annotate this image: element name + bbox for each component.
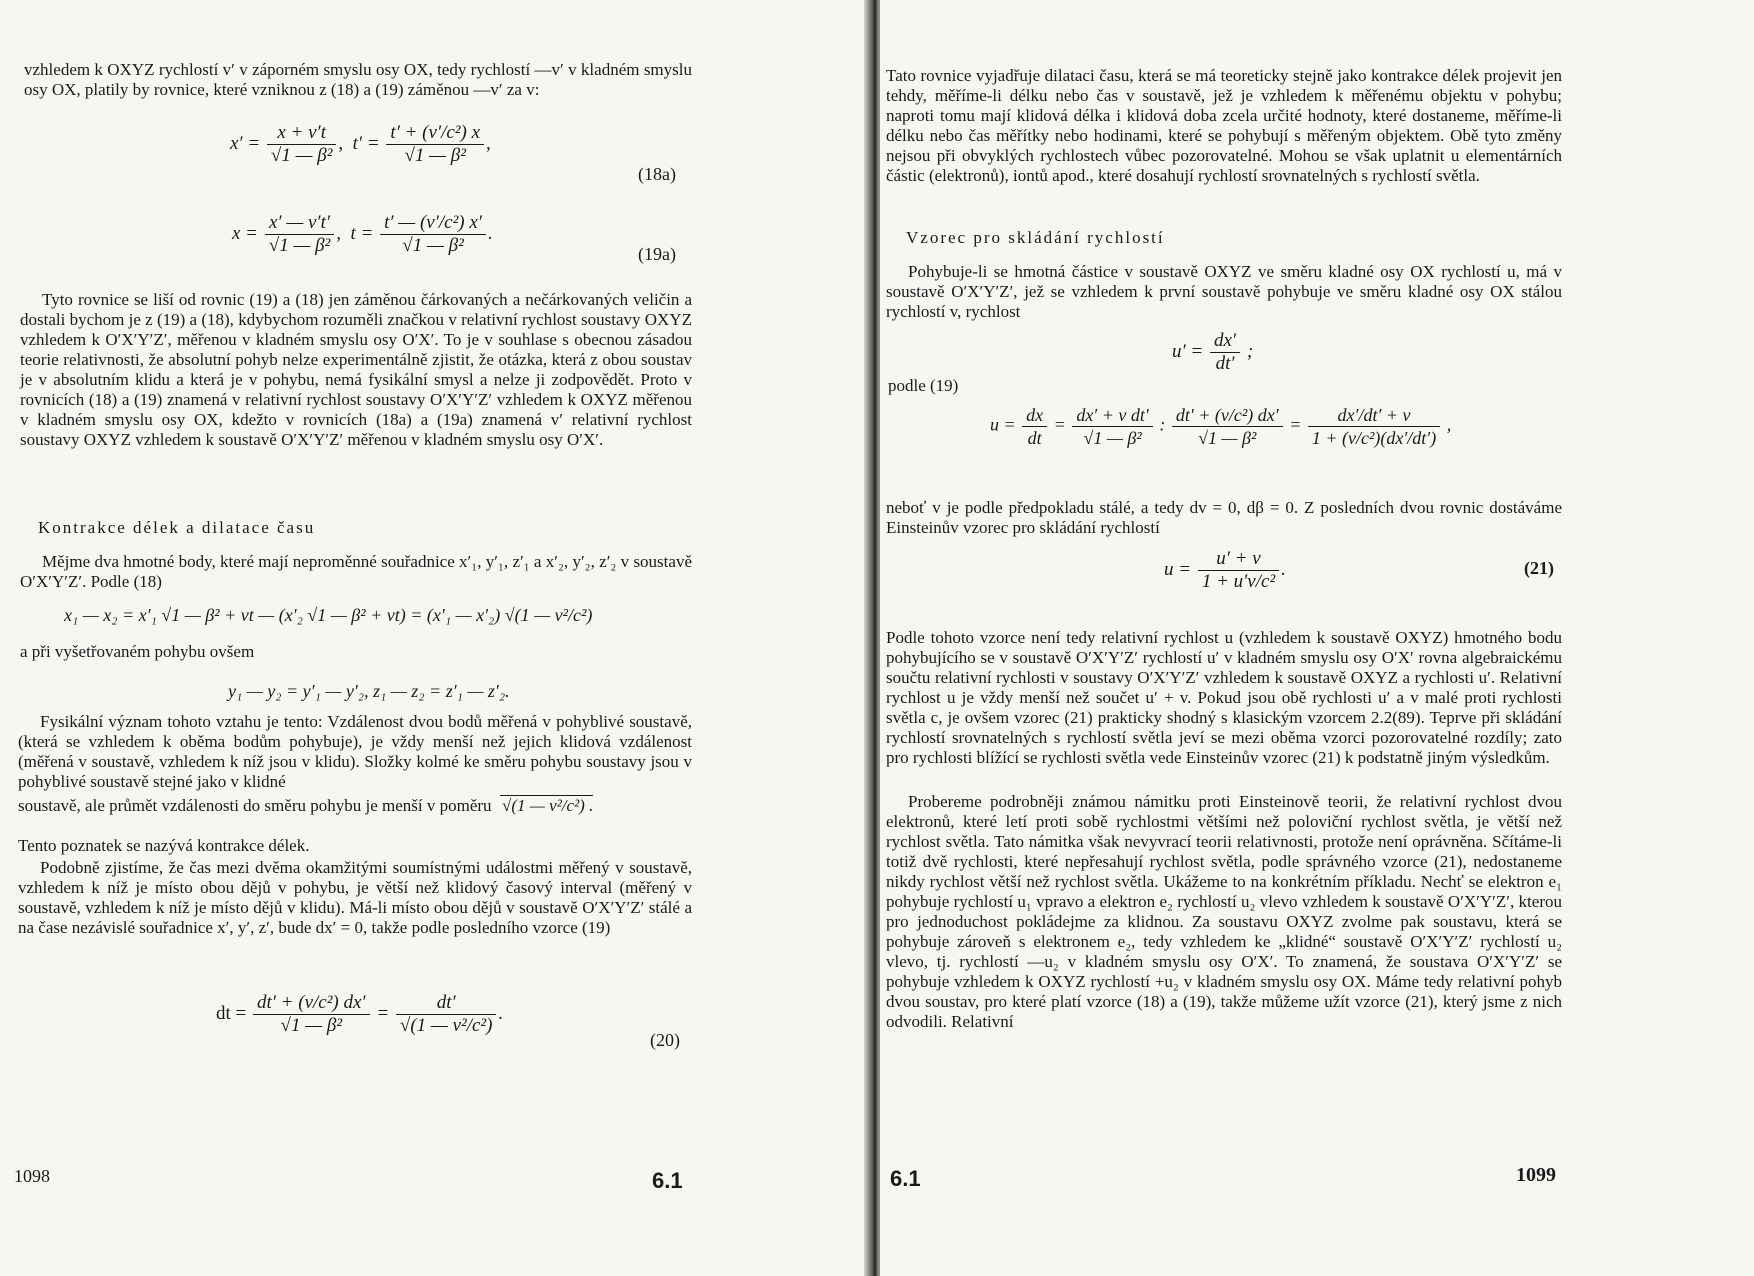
ratio-formula: √(1 — v²/c²) . xyxy=(502,796,594,815)
equation-18a: x′ = $\frac{x + v't}{\text{√1 — β²}}$ , t′ = $\frac{\text{t′ + (v′/c²) x}}{\text{√1 — β²}}$ , xyxy=(230,122,491,166)
paragraph-ratio: soustavě, ale průmět vzdálenosti do směru pohybu je menší v poměru √(1 — v²/c²) . xyxy=(18,796,594,815)
equation-label-18a: (18a) xyxy=(638,164,676,184)
equation-21: u = $\frac{u' + v}{\text{1 + u′v/c²}}$ . xyxy=(1164,548,1286,592)
paragraph-relative-velocity: Podle tohoto vzorce není tedy relativní rychlost u (vzhledem k soustavě OXYZ) hmotného bodu pohybujícího se v soustavě O′X′Y′Z′ rychlostí u′ v kladném smyslu osy O′X′ rovna algebraickému součtu relativní rychlosti v soustavy O′X′Y′Z′ vzhledem k soustavě OXYZ a rychlosti u′. Relativní rychlost u je vždy menší než součet u′ + v. Pokud jsou obě rychlosti u′ a v malé proti rychlosti světla c, je ovšem vzorec (21) prakticky shodný s klasickým vzorcem 2.2(89). Teprve při skládání rychlostí srovnatelných s rychlostí světla jeví se mezi oběma vzorci pozorovatelné rozdíly; zato pro rychlosti blížící se rychlosti světla vede Einsteinův vzorec (21) k podstatně jiným výsledkům. xyxy=(886,628,1562,767)
equation-label-20: (20) xyxy=(650,1030,680,1050)
paragraph-physical-meaning: Fysikální význam tohoto vztahu je tento: Vzdálenost dvou bodů měřená v pohyblivé soustavě, (která se vzhledem k oběma bodům pohybuje), je vždy menší než jejich klidová vzdálenost (měřená v soustavě, vzhledem k níž jsou v klidu). Složky kolmé ke směru pohybu soustavy jsou v pohyblivé soustavě stejné jako v klidné xyxy=(18,712,692,791)
paragraph-motion: a při vyšetřovaném pohybu ovšem xyxy=(20,642,255,661)
paragraph-einstein-formula: neboť v je podle předpokladu stálé, a tedy dv = 0, dβ = 0. Z posledních dvou rovnic dostáváme Einsteinův vzorec pro skládání rychlostí xyxy=(886,498,1562,537)
equation-yz: y₁ — y₂ = y′₁ — y′₂, z₁ — z₂ = z′₁ — z′₂. xyxy=(228,681,510,701)
equation-u-prime: u′ = $\frac{dx'}{dt'}$ ; xyxy=(1172,330,1254,374)
page-number-right: 1099 xyxy=(1516,1164,1556,1186)
chapter-marker-left: 6.1 xyxy=(652,1168,683,1193)
section-heading-contraction: Kontrakce délek a dilatace času xyxy=(38,518,316,537)
right-page xyxy=(880,0,1754,1276)
paragraph-time: Podobně zjistíme, že čas mezi dvěma okamžitými soumístnými událostmi měřený v soustavě, vzhledem k níž je místo obou dějů v pohybu, je větší než klidový časový interval (měřený v soustavě, vzhledem k níž je místo dějů v klidu). Má-li místo obou dějů v soustavě O′X′Y′Z′ stálé a na čase nezávislé souřadnice x′, y′, z′, bude dx′ = 0, takže podle posledního vzorce (19) xyxy=(18,858,692,937)
paragraph-relativity: Tyto rovnice se liší od rovnic (19) a (18) jen záměnou čárkovaných a nečárkovaných veličin a dostali bychom je z (19) a (18), kdybychom rozuměli značkou v relativní rychlost soustavy OXYZ vzhledem k O′X′Y′Z′, měřenou v kladném smyslu osy O′X′. To je v souhlase s obecnou zásadou teorie relativnosti, že absolutní pohyb nelze experimentálně zjistit, že otázka, která z obou soustav je v absolutním klidu a která je v pohybu, nemá fysikální smysl a nelze ji zodpovědět. Proto v rovnicích (18) a (19) znamená v relativní rychlost soustavy O′X′Y′Z′ vzhledem k OXYZ měřenou v kladném smyslu osy OX, kdežto v rovnicích (18a) a (19a) znamená v′ relativní rychlost soustavy OXYZ vzhledem k soustavě O′X′Y′Z′ měřenou v kladném smyslu osy O′X′. xyxy=(20,290,692,449)
section-heading-velocity: Vzorec pro skládání rychlostí xyxy=(906,228,1165,247)
left-page xyxy=(0,0,868,1276)
equation-label-19a: (19a) xyxy=(638,244,676,264)
equation-u: u = $\frac{dx}{dt}$ = $\frac{\text{dx′ + v dt′}}{\text{√1 — β²}}$ : $\frac{\text{dt′ + (v/c²) dx′}}{\text{√1 — β²}}$ = $\frac{dx'/dt' + v}{\text{1 + (v/c²)(dx′/dt′)}}$ , xyxy=(990,405,1452,448)
page-number-left: 1098 xyxy=(14,1166,50,1186)
intro-paragraph: vzhledem k OXYZ rychlostí v′ v záporném smyslu osy OX, tedy rychlostí —v′ v kladném smyslu osy OX, platily by rovnice, které vzniknou z (18) a (19) záměnou —v′ za v: xyxy=(24,60,692,99)
paragraph-contraction-term: Tento poznatek se nazývá kontrakce délek. xyxy=(18,836,310,855)
paragraph-particle: Pohybuje-li se hmotná částice v soustavě OXYZ ve směru kladné osy OX rychlostí u, má v soustavě O′X′Y′Z′, jež se vzhledem k první soustavě pohybuje ve směru kladné osy OX stálou rychlostí v, rychlost xyxy=(886,262,1562,321)
podle-label: podle (19) xyxy=(888,376,959,395)
equation-label-21: (21) xyxy=(1524,558,1554,578)
equation-19a: x = $\frac{x' — v't'}{\text{√1 — β²}}$ , t = $\frac{\text{t′ — (v′/c²) x′}}{\text{√1 — β²}}$ . xyxy=(232,212,493,256)
paragraph-two-points: Mějme dva hmotné body, které mají neproměnné souřadnice x′₁, y′₁, z′₁ a x′₂, y′₂, z′₂ v soustavě O′X′Y′Z′. Podle (18) xyxy=(20,552,692,591)
equation-20: dt = $\frac{\text{dt′ + (v/c²) dx′}}{\text{√1 — β²}}$ = $\frac{dt'}{\text{√(1 — v²/c²)}}$ . xyxy=(216,992,504,1036)
chapter-marker-right: 6.1 xyxy=(890,1166,921,1191)
paragraph-dilation: Tato rovnice vyjadřuje dilataci času, která se má teoreticky stejně jako kontrakce délek projevit jen tehdy, měříme-li délku nebo čas v soustavě, jež je vzhledem k měřenému objektu v pohybu; naproti tomu mají klidová délka i klidová doba zcela určité hodnoty, které dostaneme, měříme-li délku nebo čas měřítky nebo hodinami, které se pohybují s měřeným objektem. Obě tyto změny nejsou při obvyklých rychlostech vůbec pozorovatelné. Mohou se však uplatnit u elementárních částic (elektronů), iontů apod., které dosahují rychlostí srovnatelných s rychlostí světla. xyxy=(886,66,1562,185)
equation-length: x₁ — x₂ = x′₁ √1 — β² + vt — (x′₂ √1 — β² + vt) = (x′₁ — x′₂) √(1 — v²/c²) xyxy=(64,605,593,625)
paragraph-objection: Probereme podrobněji známou námitku proti Einsteinově teorii, že relativní rychlost dvou elektronů, které letí proti sobě rychlostmi většími než poloviční rychlost světla, je větší než rychlost světla. Tato námitka však nevyvrací teorii relativnosti, protože není oprávněna. Sčítáme-li totiž dvě rychlosti, které nepřesahují rychlost světla, podle správného vzorce (21), nedostaneme nikdy rychlost větší než rychlost světla. Ukážeme to na konkrétním příkladu. Nechť se elektron e₁ pohybuje rychlostí u₁ vpravo a elektron e₂ rychlostí u₂ vlevo vzhledem k soustavě O′X′Y′Z′, kterou pro jednoduchost pokládejme za klidnou. Za soustavu OXYZ zvolme pak soustavu, která se pohybuje zároveň s elektronem e₂, tedy vzhledem ke „klidné“ soustavě O′X′Y′Z′ rychlostí u₂ vlevo, tj. rychlostí —u₂ v kladném smyslu osy O′X′. To znamená, že soustava O′X′Y′Z′ se pohybuje vzhledem k OXYZ rychlostí +u₂ v kladném smyslu osy OX. Máme tedy relativní pohyb dvou soustav, pro které platí vzorce (18) a (19), takže můžeme užít vzorce (21), který jsme z nich odvodili. Relativní xyxy=(886,792,1562,1031)
